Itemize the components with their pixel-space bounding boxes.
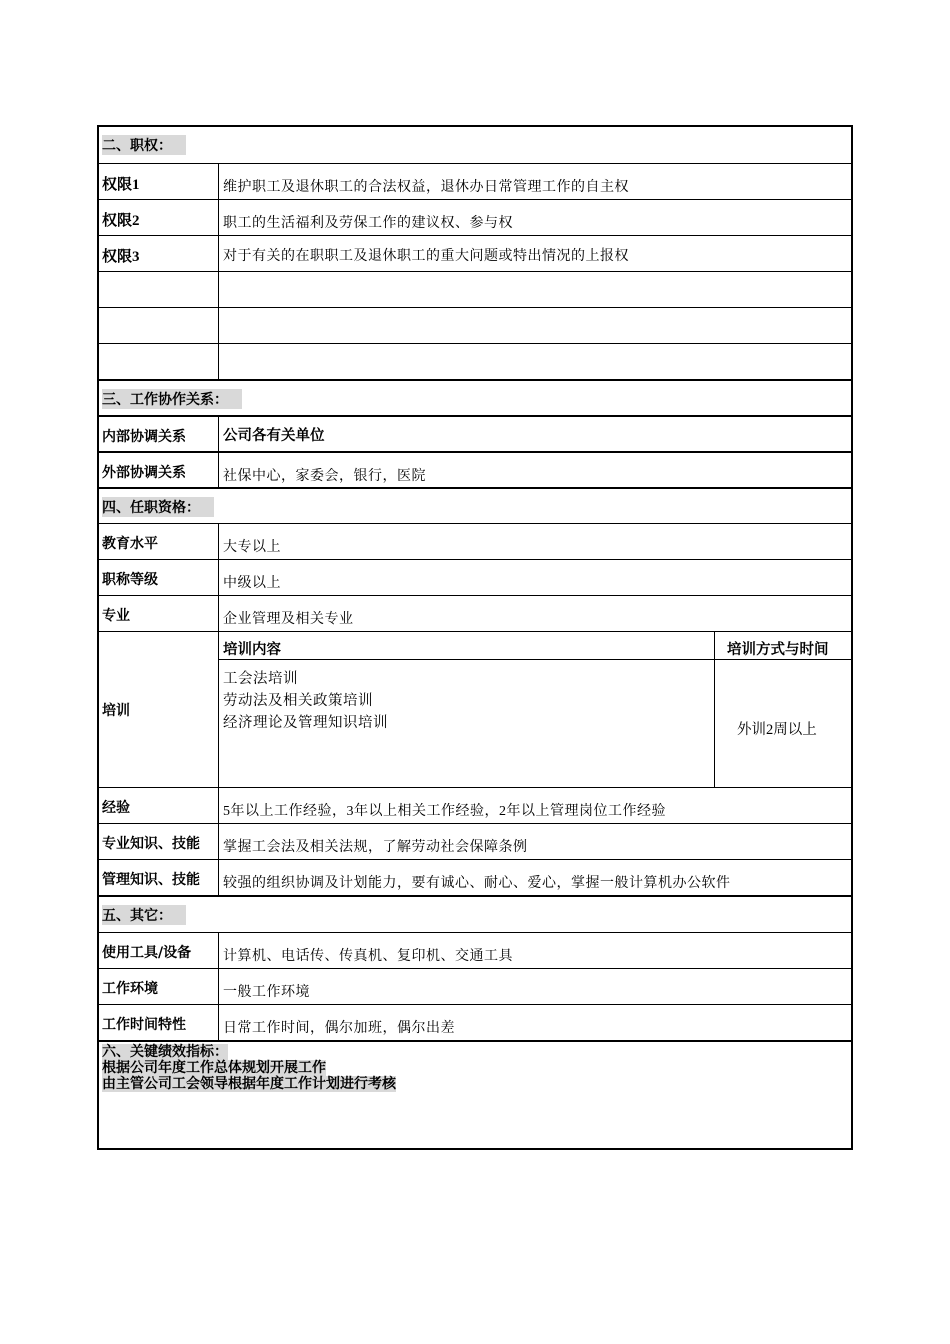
section-title: 二、职权： [102, 135, 186, 155]
row-label: 教育水平 [99, 524, 219, 559]
training-item: 经济理论及管理知识培训 [223, 715, 388, 731]
training-content-header: 培训内容 [223, 642, 281, 658]
row-value: 5年以上工作经验，3年以上相关工作经验，2年以上管理岗位工作经验 [223, 804, 666, 819]
external-coordination-row [99, 451, 851, 487]
row-label: 使用工具/设备 [99, 933, 219, 968]
training-content-list [223, 668, 388, 734]
education-row [99, 523, 851, 559]
row-label: 专业 [99, 596, 219, 631]
section-title: 六、关键绩效指标： [102, 1044, 228, 1060]
empty-row [99, 271, 851, 307]
training-method-header: 培训方式与时间 [727, 642, 829, 658]
section-title: 三、工作协作关系： [102, 389, 242, 409]
work-time-row [99, 1004, 851, 1040]
section-title: 四、任职资格： [102, 497, 214, 517]
work-environment-row [99, 968, 851, 1004]
empty-row [99, 307, 851, 343]
row-value: 社保中心，家委会，银行，医院 [223, 469, 426, 484]
row-value: 大专以上 [223, 540, 281, 555]
kpi-text-block [102, 1044, 396, 1092]
row-value: 公司各有关单位 [223, 428, 325, 444]
section-cooperation-header [99, 379, 851, 415]
tools-row [99, 932, 851, 968]
row-label: 管理知识、技能 [99, 860, 219, 895]
row-label: 权限3 [99, 236, 219, 271]
row-value: 日常工作时间，偶尔加班，偶尔出差 [223, 1021, 455, 1036]
row-value: 企业管理及相关专业 [223, 612, 354, 627]
major-row [99, 595, 851, 631]
training-row [99, 631, 851, 787]
authority-row-3 [99, 235, 851, 271]
job-description-form [97, 125, 853, 1150]
row-value: 掌握工会法及相关法规，了解劳动社会保障条例 [223, 840, 528, 855]
row-value: 较强的组织协调及计划能力，要有诚心、耐心、爱心，掌握一般计算机办公软件 [223, 876, 731, 891]
section-title: 五、其它： [102, 905, 186, 925]
row-value: 维护职工及退休职工的合法权益，退休办日常管理工作的自主权 [223, 180, 629, 195]
row-label: 内部协调关系 [99, 417, 219, 451]
row-label: 外部协调关系 [99, 453, 219, 487]
authority-row-2 [99, 199, 851, 235]
row-label: 经验 [99, 788, 219, 823]
training-item: 工会法培训 [223, 671, 298, 687]
authority-row-1 [99, 163, 851, 199]
row-value: 一般工作环境 [223, 985, 310, 1000]
section-other-header [99, 895, 851, 932]
experience-row [99, 787, 851, 823]
professional-skill-row [99, 823, 851, 859]
row-label: 权限2 [99, 200, 219, 235]
section-authority-header [99, 127, 851, 163]
empty-row [99, 343, 851, 379]
section-kpi [99, 1040, 851, 1148]
title-level-row [99, 559, 851, 595]
row-label: 工作环境 [99, 969, 219, 1004]
internal-coordination-row [99, 415, 851, 451]
section-qualification-header [99, 487, 851, 523]
row-label: 工作时间特性 [99, 1005, 219, 1040]
training-item: 劳动法及相关政策培训 [223, 693, 373, 709]
kpi-line: 根据公司年度工作总体规划开展工作 [102, 1060, 326, 1076]
management-skill-row [99, 859, 851, 895]
row-label: 职称等级 [99, 560, 219, 595]
row-label: 培训 [99, 632, 219, 787]
row-label: 专业知识、技能 [99, 824, 219, 859]
row-value: 计算机、电话传、传真机、复印机、交通工具 [223, 949, 513, 964]
row-label: 权限1 [99, 164, 219, 199]
row-value: 中级以上 [223, 576, 281, 591]
row-value: 对于有关的在职职工及退休职工的重大问题或特出情况的上报权 [223, 249, 629, 264]
training-method-value: 外训2周以上 [737, 722, 817, 738]
kpi-line: 由主管公司工会领导根据年度工作计划进行考核 [102, 1076, 396, 1092]
row-value: 职工的生活福利及劳保工作的建议权、参与权 [223, 216, 513, 231]
